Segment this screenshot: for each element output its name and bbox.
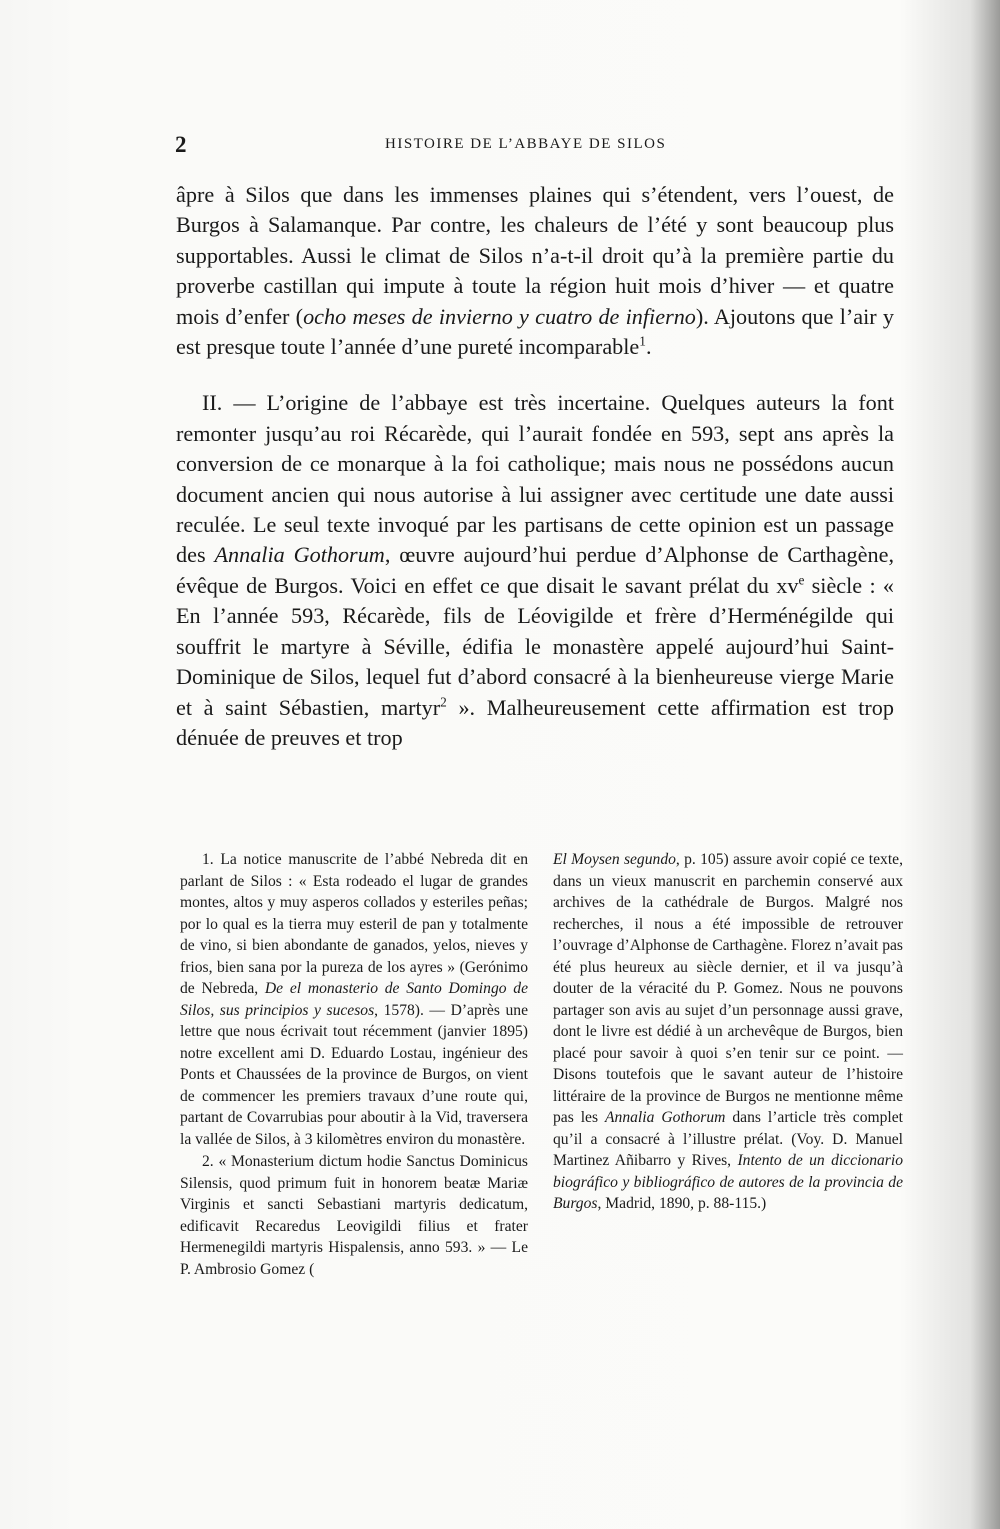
- footnote-2-text-a: 2. « Monasterium dictum hodie Sanctus Dominicus Silensis, quod primum fuit in honorem beatæ Mariæ Virginis et sancti Sebastiani martyris dedicatum, edificavit Recaredus Leovigildi filius et frater Hermenegildi martyris Hispalensis, anno 593. » — Le P. Ambrosio Gomez (: [180, 1153, 528, 1278]
- page-header: [175, 132, 897, 162]
- paragraph-1: [176, 180, 894, 362]
- page-number: 2: [175, 132, 187, 157]
- footnotes-right-column: [553, 849, 903, 1215]
- footnote-1: [180, 849, 528, 1150]
- footnote-2-italic-1: El Moysen segundo: [553, 851, 676, 868]
- paragraph-2-italic: Annalia Gothorum: [214, 542, 385, 568]
- footnote-2-text-b: , p. 105) assure avoir copié ce texte, dans un vieux manuscrit en parchemin conservé aux archives de la cathédrale de Burgos. Malgré nos recherches, il nous a été impossible de retrouver l’ouvrage d’Alphonse de Carthagène. Florez n’avait pas été plus heureux au siècle dernier, et il va jusqu’à douter de la véracité du P. Gomez. Nous ne pouvons partager son avis au sujet d’un personnage aussi grave, dont le livre est dédié à un archevêque de Burgos, bien placé pour savoir à quoi s’en tenir sur ce point. — Disons toutefois que le savant auteur de l’histoire littéraire de la province de Burgos ne mentionne même pas les: [553, 851, 903, 1126]
- paragraph-2: [176, 388, 894, 753]
- footnote-ref-1: 1: [639, 333, 646, 349]
- paragraph-1-italic: ocho meses de invierno y cuatro de infierno: [303, 303, 696, 329]
- running-head: HISTOIRE DE L’ABBAYE DE SILOS: [385, 136, 667, 152]
- footnote-ref-2: 2: [440, 694, 447, 710]
- century-superscript: e: [798, 572, 805, 588]
- footnote-2-italic-3: Intento de un diccionario biográfico y bibliográfico de autores de la provincia de Burgos: [553, 1152, 903, 1212]
- paragraph-2-text-b: , œuvre aujourd’hui perdue d’Alphonse de Carthagène, évêque de Burgos. Voici en effet ce que disait le savant prélat du xv: [176, 542, 894, 598]
- footnote-1-text-b: , 1578). — D’après une lettre que nous écrivait tout récemment (janvier 1895) notre excellent ami D. Eduardo Lostau, ingénieur des Ponts et Chaussées de la province de Burgos, on vient de commencer les premiers travaux d’une route qui, partant de Covarrubias pour aboutir à la Vid, traversera la vallée de Silos, à 3 kilomètres environ du monastère.: [180, 1001, 528, 1148]
- paragraph-2-text-a: II. — L’origine de l’abbaye est très incertaine. Quelques auteurs la font remonter jusqu’au roi Récarède, qui l’aurait fondée en 593, sept ans après la conversion de ce monarque à la foi catholique; mais nous ne possédons aucun document ancien qui nous autorise à lui assigner avec certitude une date aussi reculée. Le seul texte invoqué par les partisans de cette opinion est un passage des: [176, 390, 894, 568]
- footnote-2-text-d: , Madrid, 1890, p. 88-115.): [597, 1195, 767, 1212]
- paragraph-1-end: .: [645, 334, 652, 360]
- footnote-2-italic-2: Annalia Gothorum: [605, 1109, 726, 1126]
- paragraph-1-text-a: âpre à Silos que dans les immenses plaines qui s’étendent, vers l’ouest, de Burgos à Salamanque. Par contre, les chaleurs de l’été y sont beaucoup plus supportables. Aussi le climat de Silos n’a-t-il droit qu’à la première partie du proverbe castillan qui impute à toute la région huit mois d’hiver — et quatre mois d’enfer (: [176, 182, 894, 329]
- main-text: [176, 180, 894, 753]
- footnote-1-italic: De el monasterio de Santo Domingo de Silos, sus principios y sucesos: [180, 980, 528, 1019]
- footnote-2-continued: [553, 849, 903, 1215]
- paragraph-2-text-d: ». Malheureusement cette affirmation est trop dénuée de preuves et trop: [176, 694, 894, 750]
- footnote-2: [180, 1151, 528, 1280]
- footnotes-left-column: [180, 849, 528, 1280]
- paragraph-1-text-b: ). Ajoutons que l’air y est presque toute l’année d’une pureté incomparable: [176, 303, 895, 360]
- footnote-2-text-c: dans l’article très complet qu’il a consacré à l’illustre prélat. (Voy. D. Manuel Martinez Añibarro y Rives,: [553, 1109, 904, 1169]
- paragraph-2-text-c: siècle : « En l’année 593, Récarède, fils de Léovigilde et frère d’Herménégilde qui souffrit le martyre à Séville, édifia le monastère appelé aujourd’hui Saint-Dominique de Silos, lequel fut d’abord consacré à la bienheureuse vierge Marie et à saint Sébastien, martyr: [176, 572, 895, 720]
- footnote-1-text-a: 1. La notice manuscrite de l’abbé Nebreda dit en parlant de Silos : « Esta rodeado el lugar de grandes montes, altos y muy asperos collados y esteriles peñas; por lo qual es la tierra muy esteril de pan y totalmente de vino, si bien abondante de ganados, yelos, nieves y frios, bien sana por la pureza de los ayres » (Gerónimo de Nebreda,: [180, 851, 528, 997]
